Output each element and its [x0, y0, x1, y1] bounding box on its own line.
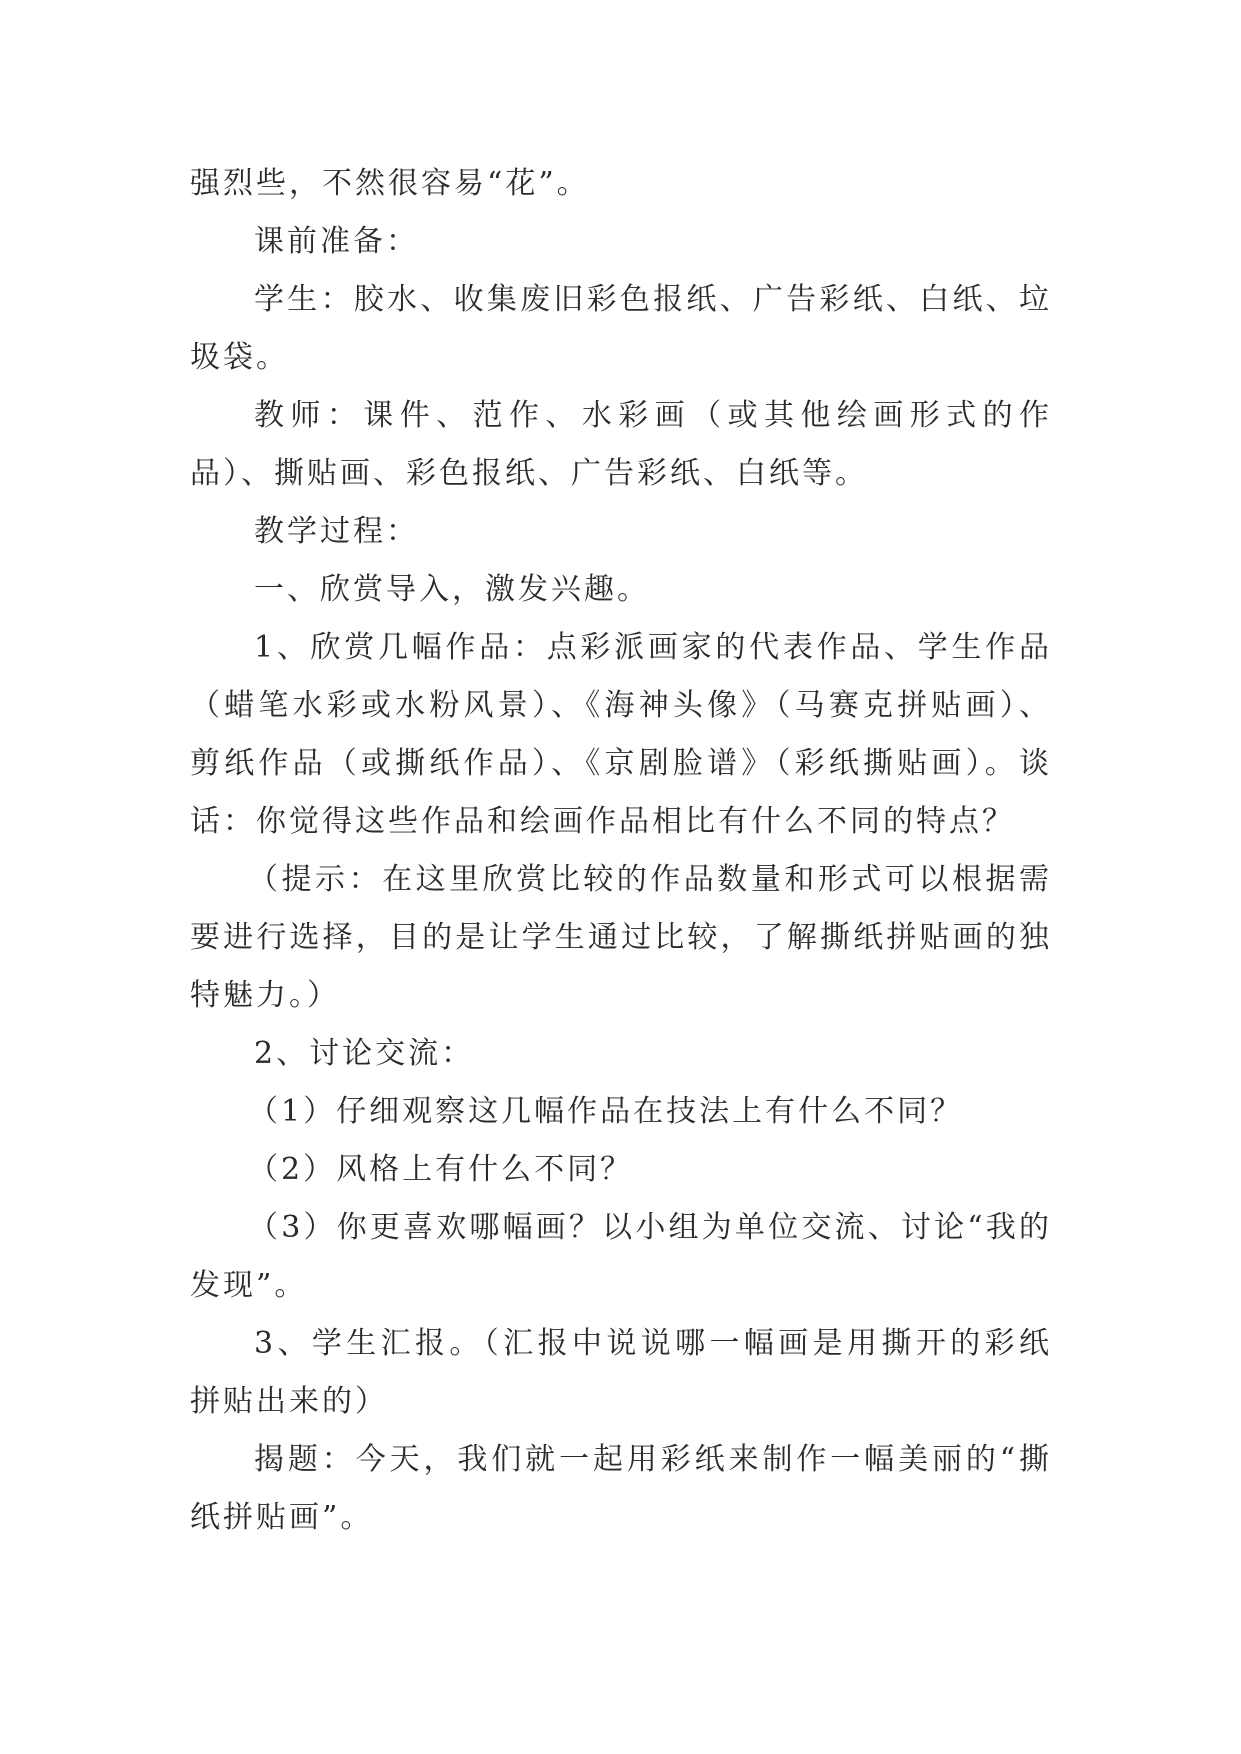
- paragraph-continuation: 强烈些，不然很容易“花”。: [190, 166, 590, 201]
- paragraph-topic-reveal: 揭题：今天，我们就一起用彩纸来制作一幅美丽的“撕纸拼贴画”。: [190, 1442, 1052, 1535]
- paragraph-hint: （提示：在这里欣赏比较的作品数量和形式可以根据需要进行选择，目的是让学生通过比较，了解撕纸拼贴画的独特魅力。）: [190, 862, 1052, 1013]
- paragraph-step-2: 2、讨论交流：: [254, 1036, 475, 1071]
- paragraph-process-heading: 教学过程：: [254, 514, 419, 549]
- paragraph-preparation-heading: 课前准备：: [254, 224, 419, 259]
- paragraph-question-2: （2）风格上有什么不同？: [248, 1152, 634, 1187]
- paragraph-teacher-materials: 教师：课件、范作、水彩画（或其他绘画形式的作品）、撕贴画、彩色报纸、广告彩纸、白纸等。: [190, 398, 1052, 491]
- paragraph-step-3: 3、学生汇报。（汇报中说说哪一幅画是用撕开的彩纸拼贴出来的）: [190, 1326, 1052, 1419]
- document-body: [190, 155, 1052, 1547]
- paragraph-step-1: 1、欣赏几幅作品：点彩派画家的代表作品、学生作品（蜡笔水彩或水粉风景）、《海神头像》（马赛克拼贴画）、剪纸作品（或撕纸作品）、《京剧脸谱》（彩纸撕贴画）。谈话：你觉得这些作品和绘画作品相比有什么不同的特点？: [190, 630, 1052, 839]
- paragraph-question-1: （1）仔细观察这几幅作品在技法上有什么不同？: [248, 1094, 964, 1129]
- paragraph-section-one: 一、欣赏导入，激发兴趣。: [254, 572, 650, 607]
- paragraph-question-3: （3）你更喜欢哪幅画？以小组为单位交流、讨论“我的发现”。: [190, 1210, 1052, 1303]
- paragraph-student-materials: 学生：胶水、收集废旧彩色报纸、广告彩纸、白纸、垃圾袋。: [190, 282, 1052, 375]
